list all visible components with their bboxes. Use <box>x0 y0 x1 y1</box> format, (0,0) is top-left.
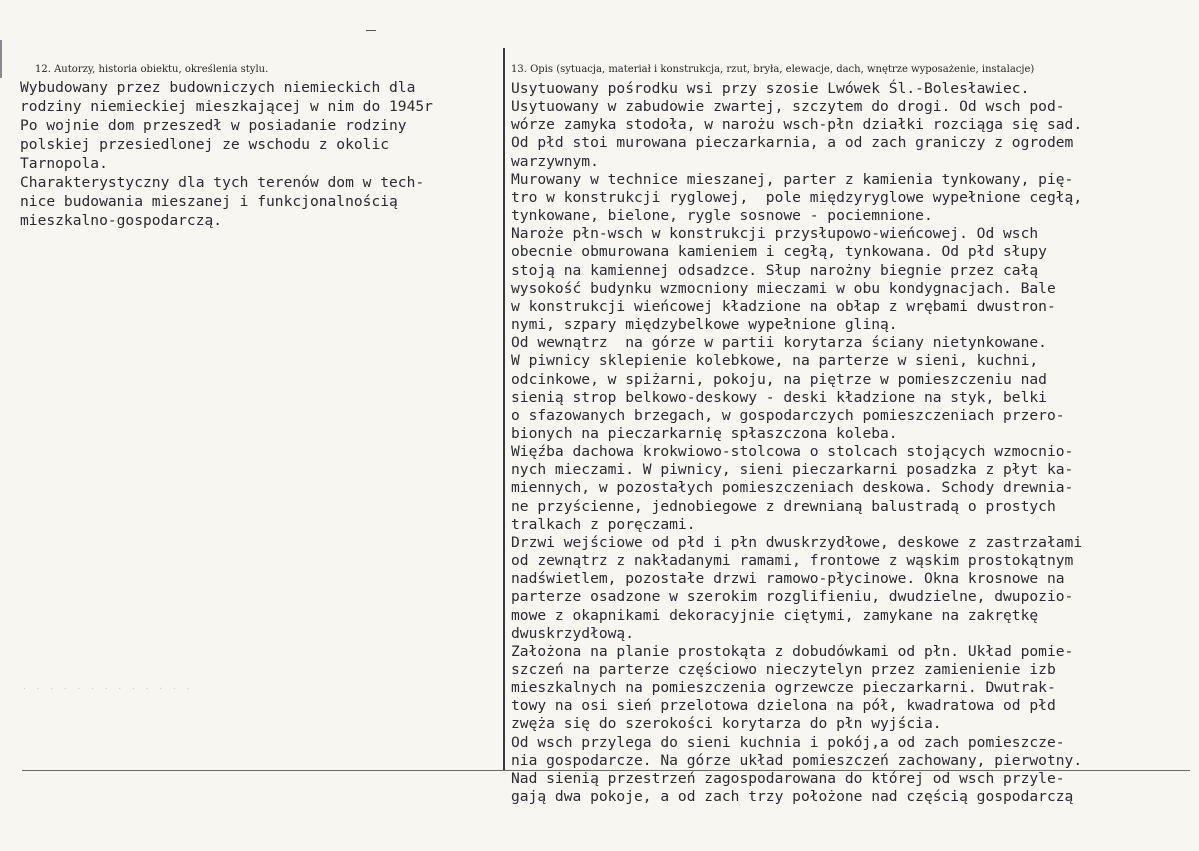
right-line: sienią strop belkowo-deskowy - deski kładzione na styk, belki <box>511 388 1047 406</box>
column-divider <box>503 48 505 770</box>
right-line: towy na osi sień przelotowa dzielona na pół, kwadratowa od płd <box>511 697 1056 715</box>
left-line: rodziny niemieckiej mieszkającej w nim do 1945r <box>20 98 433 115</box>
right-line: mowe z okapnikami dekoracyjnie ciętymi, zamykane na zakrętkę <box>511 606 1039 624</box>
right-line: o sfazowanych brzegach, w gospodarczych pomieszczeniach przero- <box>511 406 1065 424</box>
left-line: Wybudowany przez budowniczych niemieckich dla <box>20 79 416 96</box>
right-line: obecnie obmurowana kamieniem i cegłą, tynkowana. Od płd słupy <box>511 243 1047 261</box>
left-line: nice budowania mieszanej i funkcjonalnością <box>20 193 398 210</box>
right-line: Od płd stoi murowana pieczarkarnia, a od zach graniczy z ogrodem <box>511 134 1074 152</box>
right-line: wórze zamyka stodoła, w narożu wsch-płn działki rozciąga się sad. <box>511 116 1083 134</box>
right-line: Naroże płn-wsch w konstrukcji przysłupowo-wieńcowej. Od wsch <box>511 225 1039 243</box>
right-line: Więźba dachowa krokwiowo-stolcowa o stolcach stojących wzmocnio- <box>511 443 1074 461</box>
section-13-body <box>511 80 1189 806</box>
right-line: nia gospodarcze. Na górze układ pomieszczeń zachowany, pierwotny. <box>511 751 1083 769</box>
right-line: parterze osadzone w szerokim rozglifieniu, dwudzielne, dwupozio- <box>511 588 1074 606</box>
right-line: W piwnicy sklepienie kolebkowe, na parterze w sieni, kuchni, <box>511 352 1039 370</box>
right-line: Założona na planie prostokąta z dobudówkami od płn. Układ pomie- <box>511 642 1074 660</box>
faded-bleedthrough: · · · · · · · · · · · · · <box>22 684 193 693</box>
right-line: wysokość budynku wzmocniony mieczami w obu kondygnacjach. Bale <box>511 279 1056 297</box>
right-line: nadświetlem, pozostałe drzwi ramowo-płycinowe. Okna krosnowe na <box>511 570 1065 588</box>
section-12-header: 12. Autorzy, historia obiektu, określenia stylu. <box>35 64 269 75</box>
right-line: odcinkowe, w spiżarni, pokoju, na piętrze w pomieszczeniu nad <box>511 370 1047 388</box>
right-line: gają dwa pokoje, a od zach trzy położone nad częścią gospodarczą <box>511 788 1074 806</box>
right-line: tralkach z poręczami. <box>511 515 696 533</box>
right-line: tynkowane, bielone, rygle sosnowe - pociemnione. <box>511 207 933 225</box>
left-line: Tarnopola. <box>20 155 108 172</box>
right-line: szczeń na parterze częściowo nieczytelyn przez zamienienie izb <box>511 661 1056 678</box>
right-line: Usytuowany w zabudowie zwartej, szczytem do drogi. Od wsch pod- <box>511 98 1065 116</box>
right-line: w konstrukcji wieńcowej kładzione na obłap z wrębami dwustron- <box>511 297 1056 315</box>
right-line: nych mieczami. W piwnicy, sieni pieczarkarni posadzka z płyt ka- <box>511 461 1074 479</box>
margin-edge-mark <box>0 40 2 78</box>
left-line: Charakterystyczny dla tych terenów dom w tech- <box>20 174 425 191</box>
right-line: Usytuowany pośrodku wsi przy szosie Lwówek Śl.-Bolesławiec. <box>511 80 1030 97</box>
right-line: Murowany w technice mieszanej, parter z kamienia tynkowany, pię- <box>511 170 1074 188</box>
section-12-body <box>20 78 502 230</box>
right-line: tro w konstrukcji ryglowej, pole międzyryglowe wypełnione cegłą, <box>511 188 1083 206</box>
right-line: dwuskrzydłową. <box>511 624 635 642</box>
right-line: Od wewnątrz na górze w partii korytarza ściany nietynkowane. <box>511 334 1047 352</box>
right-line: miennych, w pozostałych pomieszczeniach deskowa. Schody drewnia- <box>511 479 1074 497</box>
right-line: warzywnym. <box>511 152 599 170</box>
right-line: Nad sienią przestrzeń zagospodarowana do której od wsch przyle- <box>511 769 1065 787</box>
section-13-header: 13. Opis (sytuacja, materiał i konstrukcja, rzut, bryła, elewacje, dach, wnętrze wyposażenie, instalacje) <box>511 64 1035 75</box>
right-line: mieszkalnych na pomieszczenia ogrzewcze pieczarkarni. Dwutrak- <box>511 679 1056 697</box>
right-line: nymi, szpary międzybelkowe wypełnione gliną. <box>511 316 898 334</box>
left-line: mieszkalno-gospodarczą. <box>20 212 223 229</box>
left-line: polskiej przesiedlonej ze wschodu z okolic <box>20 136 390 153</box>
top-tick-mark <box>366 30 376 31</box>
left-line: Po wojnie dom przeszedł w posiadanie rodziny <box>20 117 407 134</box>
right-line: stoją na kamiennej odsadzce. Słup narożny biegnie przez całą <box>511 261 1039 279</box>
right-line: od zewnątrz z nakładanymi ramami, frontowe z wąskim prostokątnym <box>511 552 1074 570</box>
right-line: bionych na pieczarkarnię spłaszczona koleba. <box>511 424 898 442</box>
right-line: Drzwi wejściowe od płd i płn dwuskrzydłowe, deskowe z zastrzałami <box>511 533 1083 551</box>
right-line: ne przyścienne, jednobiegowe z drewnianą balustradą o prostych <box>511 497 1056 515</box>
right-line: Od wsch przylega do sieni kuchnia i pokój,a od zach pomieszcze- <box>511 733 1065 751</box>
right-line: zwęża się do szerokości korytarza do płn wyjścia. <box>511 715 942 733</box>
